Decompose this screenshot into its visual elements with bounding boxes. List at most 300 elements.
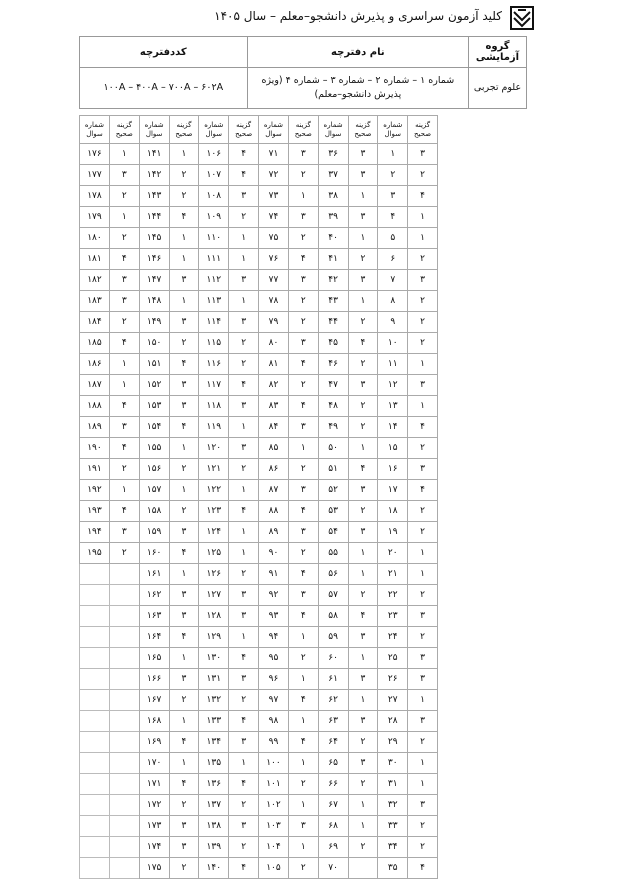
- correct-answer-cell: ۳: [229, 816, 259, 837]
- question-number-cell: ۵۵: [318, 543, 348, 564]
- correct-answer-cell: ۱: [288, 627, 318, 648]
- correct-answer-cell: ۴: [169, 354, 199, 375]
- correct-answer-cell: ۳: [408, 606, 438, 627]
- correct-answer-cell: ۴: [169, 207, 199, 228]
- correct-answer-cell: ۱: [109, 480, 139, 501]
- correct-answer-cell: ۲: [348, 837, 378, 858]
- correct-answer-cell: ۲: [408, 312, 438, 333]
- correct-answer-cell: ۴: [109, 501, 139, 522]
- question-number-cell: ۱۶۰: [139, 543, 169, 564]
- question-number-cell: ۶۰: [318, 648, 348, 669]
- table-row: [80, 501, 438, 522]
- question-number-cell: ۱۷۹: [80, 207, 110, 228]
- correct-answer-cell: ۱: [109, 144, 139, 165]
- table-row: [80, 312, 438, 333]
- question-number-cell: ۱۳۸: [199, 816, 229, 837]
- question-number-cell: ۹۴: [259, 627, 289, 648]
- table-row: [80, 354, 438, 375]
- question-number-cell: ۱۳۱: [199, 669, 229, 690]
- correct-answer-cell: ۳: [169, 837, 199, 858]
- correct-answer-cell: ۱: [348, 795, 378, 816]
- correct-answer-cell: ۱: [288, 837, 318, 858]
- question-number-cell: ۵۶: [318, 564, 348, 585]
- question-number-cell: ۱۳۰: [199, 648, 229, 669]
- correct-answer-cell: ۳: [229, 438, 259, 459]
- question-number-cell: ۸۲: [259, 375, 289, 396]
- correct-answer-cell: ۳: [348, 480, 378, 501]
- question-number-cell: ۲۴: [378, 627, 408, 648]
- question-number-cell: ۱۱۵: [199, 333, 229, 354]
- correct-answer-cell: ۴: [109, 333, 139, 354]
- question-number-cell: ۱۱۷: [199, 375, 229, 396]
- empty-cell: [109, 690, 139, 711]
- correct-answer-cell: ۱: [169, 438, 199, 459]
- correct-answer-cell: ۲: [169, 186, 199, 207]
- question-number-cell: ۱۸۶: [80, 354, 110, 375]
- question-number-cell: ۶۲: [318, 690, 348, 711]
- question-number-cell: ۱۰۰: [259, 753, 289, 774]
- correct-answer-cell: ۴: [288, 606, 318, 627]
- table-row: [80, 690, 438, 711]
- question-number-cell: ۱۱۶: [199, 354, 229, 375]
- question-number-cell: ۳۲: [378, 795, 408, 816]
- correct-answer-cell: ۲: [348, 249, 378, 270]
- question-number-cell: ۴: [378, 207, 408, 228]
- table-row: [80, 606, 438, 627]
- correct-answer-cell: ۱: [348, 564, 378, 585]
- question-number-cell: ۱۸۵: [80, 333, 110, 354]
- correct-answer-cell: ۲: [229, 795, 259, 816]
- correct-answer-cell: ۲: [348, 396, 378, 417]
- question-number-cell: ۱۶: [378, 459, 408, 480]
- correct-answer-cell: ۱: [229, 228, 259, 249]
- empty-cell: [80, 858, 110, 879]
- question-number-cell: ۲۶: [378, 669, 408, 690]
- correct-answer-cell: ۳: [109, 417, 139, 438]
- correct-answer-cell: ۳: [169, 312, 199, 333]
- question-number-cell: ۲: [378, 165, 408, 186]
- question-number-cell: ۵۴: [318, 522, 348, 543]
- correct-answer-cell: ۳: [169, 816, 199, 837]
- logo-icon: [510, 6, 534, 30]
- question-number-cell: ۱۶۱: [139, 564, 169, 585]
- question-number-cell: ۹۷: [259, 690, 289, 711]
- question-number-cell: ۱۳۳: [199, 711, 229, 732]
- table-row: [80, 333, 438, 354]
- question-number-cell: ۶: [378, 249, 408, 270]
- correct-answer-cell: ۲: [109, 186, 139, 207]
- correct-answer-cell: ۱: [408, 774, 438, 795]
- correct-answer-cell: ۲: [348, 774, 378, 795]
- question-number-cell: ۱۵۶: [139, 459, 169, 480]
- correct-answer-cell: ۴: [169, 543, 199, 564]
- question-number-cell: ۴۶: [318, 354, 348, 375]
- question-number-cell: ۱۲۰: [199, 438, 229, 459]
- answer-column-header: گزینه صحیح: [288, 116, 318, 144]
- question-number-cell: ۵۱: [318, 459, 348, 480]
- correct-answer-cell: ۱: [408, 543, 438, 564]
- group-value: علوم تجربی: [469, 68, 527, 109]
- question-number-cell: ۳۳: [378, 816, 408, 837]
- correct-answer-cell: ۲: [408, 837, 438, 858]
- question-number-cell: ۱۳۹: [199, 837, 229, 858]
- question-number-cell: ۹۶: [259, 669, 289, 690]
- empty-cell: [109, 858, 139, 879]
- booklet-name-label: نام دفترچه: [247, 37, 468, 68]
- correct-answer-cell: ۳: [169, 396, 199, 417]
- question-number-cell: ۱۰۴: [259, 837, 289, 858]
- question-number-cell: ۱۰۵: [259, 858, 289, 879]
- correct-answer-cell: ۱: [288, 438, 318, 459]
- question-number-cell: ۱۶۴: [139, 627, 169, 648]
- question-number-cell: ۵۰: [318, 438, 348, 459]
- correct-answer-cell: ۲: [229, 354, 259, 375]
- question-number-cell: ۱۲: [378, 375, 408, 396]
- question-number-cell: ۴۴: [318, 312, 348, 333]
- correct-answer-cell: ۳: [348, 165, 378, 186]
- question-number-cell: ۱۶۳: [139, 606, 169, 627]
- correct-answer-cell: ۲: [169, 165, 199, 186]
- question-number-cell: ۱۹۲: [80, 480, 110, 501]
- table-row: [80, 459, 438, 480]
- table-row: [80, 249, 438, 270]
- page-title: کلید آزمون سراسری و پذیرش دانشجو–معلم – سال ۱۴۰۵: [214, 9, 502, 23]
- question-number-cell: ۳۷: [318, 165, 348, 186]
- table-row: [80, 270, 438, 291]
- question-number-cell: ۸۳: [259, 396, 289, 417]
- correct-answer-cell: ۲: [229, 690, 259, 711]
- correct-answer-cell: ۴: [229, 711, 259, 732]
- empty-cell: [80, 837, 110, 858]
- booklet-code-value: ۱۰۰A – ۴۰۰A – ۷۰۰A – ۶۰۲A: [80, 68, 248, 109]
- correct-answer-cell: ۳: [229, 396, 259, 417]
- empty-cell: [109, 564, 139, 585]
- empty-cell: [80, 648, 110, 669]
- correct-answer-cell: ۲: [229, 207, 259, 228]
- correct-answer-cell: ۲: [288, 375, 318, 396]
- question-number-cell: ۱۱۹: [199, 417, 229, 438]
- question-number-cell: ۶۱: [318, 669, 348, 690]
- question-number-cell: ۱۵۱: [139, 354, 169, 375]
- question-number-cell: ۱۶۵: [139, 648, 169, 669]
- question-number-cell: ۴۰: [318, 228, 348, 249]
- table-row: [80, 186, 438, 207]
- correct-answer-cell: ۴: [348, 459, 378, 480]
- correct-answer-cell: ۱: [288, 753, 318, 774]
- correct-answer-cell: ۲: [408, 249, 438, 270]
- question-number-cell: ۱۲۳: [199, 501, 229, 522]
- correct-answer-cell: ۴: [288, 501, 318, 522]
- question-number-cell: ۱۷۵: [139, 858, 169, 879]
- table-row: [80, 669, 438, 690]
- question-number-cell: ۱۸۰: [80, 228, 110, 249]
- question-number-cell: ۵۲: [318, 480, 348, 501]
- question-number-cell: ۱۵۰: [139, 333, 169, 354]
- answer-column-header: گزینه صحیح: [229, 116, 259, 144]
- correct-answer-cell: ۳: [169, 522, 199, 543]
- correct-answer-cell: ۳: [288, 333, 318, 354]
- correct-answer-cell: ۴: [109, 249, 139, 270]
- correct-answer-cell: ۳: [288, 144, 318, 165]
- correct-answer-cell: ۳: [288, 816, 318, 837]
- question-number-cell: ۹۵: [259, 648, 289, 669]
- question-number-cell: ۹: [378, 312, 408, 333]
- table-row: [80, 564, 438, 585]
- correct-answer-cell: ۳: [348, 207, 378, 228]
- table-row: [80, 522, 438, 543]
- question-number-cell: ۱۸۸: [80, 396, 110, 417]
- question-number-cell: ۱۴۵: [139, 228, 169, 249]
- question-number-cell: ۷۲: [259, 165, 289, 186]
- correct-answer-cell: ۲: [288, 774, 318, 795]
- question-number-cell: ۶۹: [318, 837, 348, 858]
- table-row: [80, 207, 438, 228]
- question-number-cell: ۱۰۱: [259, 774, 289, 795]
- correct-answer-cell: ۱: [348, 690, 378, 711]
- answer-column-header: گزینه صحیح: [109, 116, 139, 144]
- correct-answer-cell: ۱: [229, 627, 259, 648]
- correct-answer-cell: ۲: [288, 858, 318, 879]
- question-number-cell: ۱۷۱: [139, 774, 169, 795]
- correct-answer-cell: ۳: [169, 585, 199, 606]
- correct-answer-cell: ۱: [229, 249, 259, 270]
- correct-answer-cell: ۳: [408, 459, 438, 480]
- correct-answer-cell: ۱: [408, 564, 438, 585]
- question-number-cell: ۱۴۳: [139, 186, 169, 207]
- question-number-cell: ۴۷: [318, 375, 348, 396]
- correct-answer-cell: ۲: [109, 228, 139, 249]
- question-number-cell: ۱: [378, 144, 408, 165]
- correct-answer-cell: ۲: [408, 165, 438, 186]
- question-number-cell: ۱۲۲: [199, 480, 229, 501]
- question-number-cell: ۱۷۰: [139, 753, 169, 774]
- correct-answer-cell: ۱: [288, 795, 318, 816]
- correct-answer-cell: ۱: [408, 753, 438, 774]
- correct-answer-cell: ۴: [408, 480, 438, 501]
- correct-answer-cell: ۴: [288, 396, 318, 417]
- correct-answer-cell: ۱: [408, 228, 438, 249]
- correct-answer-cell: ۲: [229, 564, 259, 585]
- table-row: [80, 438, 438, 459]
- correct-answer-cell: ۳: [109, 270, 139, 291]
- correct-answer-cell: ۳: [229, 186, 259, 207]
- question-number-cell: ۱۱۰: [199, 228, 229, 249]
- table-row: [80, 753, 438, 774]
- correct-answer-cell: ۴: [408, 186, 438, 207]
- question-number-cell: ۷۵: [259, 228, 289, 249]
- question-number-cell: ۹۹: [259, 732, 289, 753]
- question-number-cell: ۳۱: [378, 774, 408, 795]
- question-number-cell: ۱۸۴: [80, 312, 110, 333]
- question-number-cell: ۹۳: [259, 606, 289, 627]
- empty-cell: [109, 585, 139, 606]
- correct-answer-cell: ۴: [169, 774, 199, 795]
- question-number-cell: ۱۴۱: [139, 144, 169, 165]
- question-number-cell: ۱۳: [378, 396, 408, 417]
- correct-answer-cell: ۲: [348, 417, 378, 438]
- correct-answer-cell: ۱: [169, 753, 199, 774]
- correct-answer-cell: ۳: [348, 627, 378, 648]
- question-number-cell: ۸۶: [259, 459, 289, 480]
- question-number-cell: ۸۷: [259, 480, 289, 501]
- question-number-cell: ۱۹۳: [80, 501, 110, 522]
- correct-answer-cell: ۳: [408, 669, 438, 690]
- correct-answer-cell: ۱: [109, 375, 139, 396]
- question-number-cell: ۱۹۴: [80, 522, 110, 543]
- question-number-cell: ۶۸: [318, 816, 348, 837]
- correct-answer-cell: ۱: [169, 711, 199, 732]
- question-number-cell: ۱۴۷: [139, 270, 169, 291]
- question-number-cell: ۸۹: [259, 522, 289, 543]
- correct-answer-cell: ۲: [408, 291, 438, 312]
- page-header: [0, 6, 636, 32]
- question-number-cell: ۲۰: [378, 543, 408, 564]
- answer-column-header: گزینه صحیح: [348, 116, 378, 144]
- correct-answer-cell: ۲: [288, 228, 318, 249]
- table-row: [80, 858, 438, 879]
- empty-cell: [80, 774, 110, 795]
- correct-answer-cell: ۳: [288, 207, 318, 228]
- question-number-cell: ۲۱: [378, 564, 408, 585]
- correct-answer-cell: ۱: [288, 711, 318, 732]
- question-number-cell: ۱۳۵: [199, 753, 229, 774]
- correct-answer-cell: ۳: [109, 522, 139, 543]
- table-row: [80, 228, 438, 249]
- correct-answer-cell: ۴: [229, 375, 259, 396]
- empty-cell: [109, 669, 139, 690]
- question-number-cell: ۱۷۷: [80, 165, 110, 186]
- correct-answer-cell: ۳: [229, 669, 259, 690]
- correct-answer-cell: ۱: [408, 354, 438, 375]
- correct-answer-cell: ۴: [288, 249, 318, 270]
- correct-answer-cell: ۲: [169, 690, 199, 711]
- correct-answer-cell: ۳: [348, 753, 378, 774]
- question-number-cell: ۱۹۵: [80, 543, 110, 564]
- question-number-cell: ۲۳: [378, 606, 408, 627]
- table-row: [80, 648, 438, 669]
- correct-answer-cell: ۴: [169, 417, 199, 438]
- question-number-cell: ۱۲۸: [199, 606, 229, 627]
- correct-answer-cell: ۳: [348, 144, 378, 165]
- question-number-cell: ۱۳۴: [199, 732, 229, 753]
- question-number-cell: ۱۹۰: [80, 438, 110, 459]
- correct-answer-cell: ۱: [169, 291, 199, 312]
- answer-key-table: [79, 115, 438, 879]
- correct-answer-cell: ۲: [288, 543, 318, 564]
- correct-answer-cell: ۳: [348, 375, 378, 396]
- correct-answer-cell: ۱: [229, 480, 259, 501]
- question-number-cell: ۳۹: [318, 207, 348, 228]
- question-number-cell: ۱۵۷: [139, 480, 169, 501]
- question-number-cell: ۱۸۷: [80, 375, 110, 396]
- empty-cell: [109, 753, 139, 774]
- question-number-cell: ۷۷: [259, 270, 289, 291]
- table-row: [80, 375, 438, 396]
- question-number-cell: ۱۶۸: [139, 711, 169, 732]
- correct-answer-cell: ۴: [229, 774, 259, 795]
- question-number-cell: ۲۸: [378, 711, 408, 732]
- correct-answer-cell: ۳: [229, 585, 259, 606]
- correct-answer-cell: ۱: [229, 753, 259, 774]
- correct-answer-cell: ۲: [169, 795, 199, 816]
- question-number-cell: ۱۲۹: [199, 627, 229, 648]
- empty-cell: [80, 669, 110, 690]
- question-number-cell: ۱۰۷: [199, 165, 229, 186]
- question-column-header: شماره سوال: [139, 116, 169, 144]
- correct-answer-cell: ۴: [348, 333, 378, 354]
- correct-answer-cell: ۳: [408, 375, 438, 396]
- question-number-cell: ۱۷۴: [139, 837, 169, 858]
- correct-answer-cell: ۴: [288, 564, 318, 585]
- booklet-info-table: [79, 36, 527, 109]
- empty-cell: [80, 711, 110, 732]
- correct-answer-cell: ۲: [109, 543, 139, 564]
- empty-cell: [80, 753, 110, 774]
- correct-answer-cell: ۴: [288, 690, 318, 711]
- booklet-code-label: کددفترچه: [80, 37, 248, 68]
- correct-answer-cell: ۳: [229, 732, 259, 753]
- question-number-cell: ۱۷: [378, 480, 408, 501]
- table-row: [80, 795, 438, 816]
- correct-answer-cell: ۲: [288, 459, 318, 480]
- correct-answer-cell: ۲: [348, 354, 378, 375]
- question-number-cell: ۹۸: [259, 711, 289, 732]
- correct-answer-cell: ۱: [348, 291, 378, 312]
- correct-answer-cell: ۱: [288, 186, 318, 207]
- correct-answer-cell: ۳: [408, 711, 438, 732]
- question-number-cell: ۴۸: [318, 396, 348, 417]
- question-number-cell: ۱۰۹: [199, 207, 229, 228]
- empty-cell: [80, 690, 110, 711]
- correct-answer-cell: ۱: [229, 291, 259, 312]
- correct-answer-cell: ۱: [408, 396, 438, 417]
- correct-answer-cell: ۳: [169, 669, 199, 690]
- question-number-cell: ۱۶۹: [139, 732, 169, 753]
- empty-cell: [80, 795, 110, 816]
- correct-answer-cell: ۱: [348, 816, 378, 837]
- question-number-cell: ۳۰: [378, 753, 408, 774]
- correct-answer-cell: ۳: [109, 165, 139, 186]
- question-number-cell: ۱۵۹: [139, 522, 169, 543]
- correct-answer-cell: ۲: [408, 816, 438, 837]
- correct-answer-cell: ۲: [169, 501, 199, 522]
- correct-answer-cell: ۲: [288, 312, 318, 333]
- correct-answer-cell: ۱: [348, 648, 378, 669]
- question-number-cell: ۵۳: [318, 501, 348, 522]
- correct-answer-cell: ۲: [348, 312, 378, 333]
- correct-answer-cell: ۳: [408, 270, 438, 291]
- table-row: [80, 396, 438, 417]
- question-number-cell: ۱۱: [378, 354, 408, 375]
- question-number-cell: ۳: [378, 186, 408, 207]
- table-row: [80, 711, 438, 732]
- correct-answer-cell: ۲: [169, 858, 199, 879]
- table-row: [80, 417, 438, 438]
- correct-answer-cell: ۱: [109, 207, 139, 228]
- correct-answer-cell: ۲: [408, 522, 438, 543]
- correct-answer-cell: ۲: [169, 333, 199, 354]
- correct-answer-cell: ۲: [408, 333, 438, 354]
- correct-answer-cell: ۲: [288, 648, 318, 669]
- correct-answer-cell: ۳: [288, 585, 318, 606]
- question-number-cell: ۱۳۲: [199, 690, 229, 711]
- booklet-name-value: شماره ۱ – شماره ۲ – شماره ۳ – شماره ۴ (ویژه پذیرش دانشجو–معلم): [247, 68, 468, 109]
- empty-cell: [80, 564, 110, 585]
- correct-answer-cell: ۱: [408, 207, 438, 228]
- correct-answer-cell: ۲: [348, 501, 378, 522]
- question-number-cell: ۱۴: [378, 417, 408, 438]
- correct-answer-cell: ۴: [229, 165, 259, 186]
